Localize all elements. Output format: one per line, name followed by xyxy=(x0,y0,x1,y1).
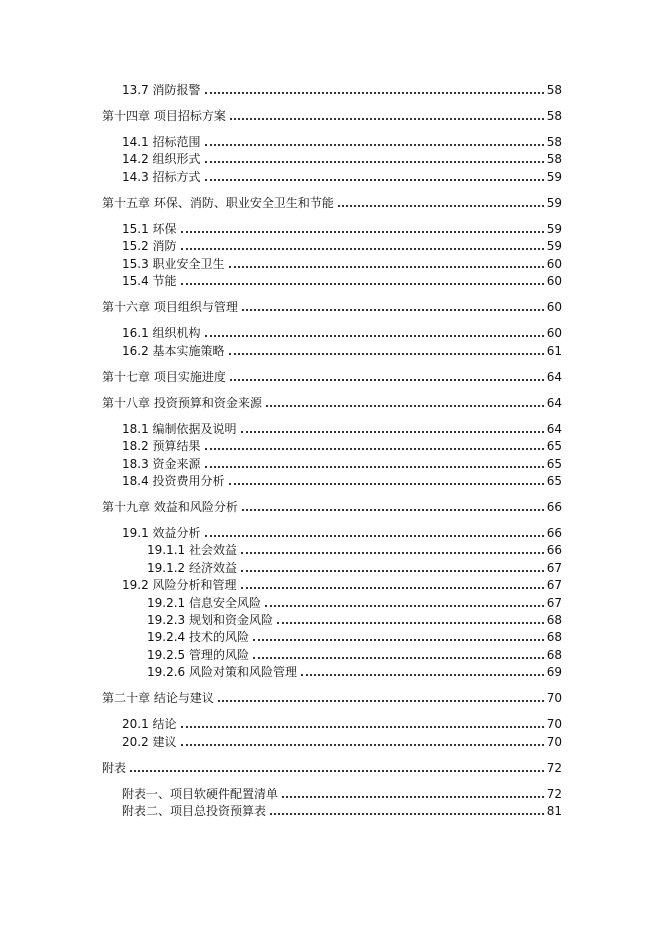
toc-entry-label: 19.2.5 管理的风险 xyxy=(147,648,249,662)
toc-entry[interactable] xyxy=(122,731,562,749)
toc-entry-label: 15.2 消防 xyxy=(122,239,177,253)
dot-leader xyxy=(205,466,544,468)
toc-entry[interactable] xyxy=(122,783,562,801)
toc-entry-label: 19.2 风险分析和管理 xyxy=(122,578,237,592)
toc-entry[interactable] xyxy=(122,270,562,288)
toc-entry-page: 67 xyxy=(546,596,562,610)
toc-entry-label: 19.2.4 技术的风险 xyxy=(147,630,249,644)
toc-entry-label: 18.2 预算结果 xyxy=(122,439,201,453)
toc-entry-page: 72 xyxy=(546,787,562,801)
toc-entry-label: 20.1 结论 xyxy=(122,717,177,731)
toc-entry[interactable] xyxy=(122,453,562,471)
dot-leader xyxy=(229,353,544,355)
toc-subentry[interactable] xyxy=(147,557,562,575)
toc-entry-page: 60 xyxy=(546,326,562,340)
dot-leader xyxy=(205,161,544,163)
toc-chapter[interactable] xyxy=(102,392,562,410)
toc-entry[interactable] xyxy=(122,253,562,271)
dot-leader xyxy=(265,605,544,607)
toc-entry-page: 60 xyxy=(546,257,562,271)
toc-entry-page: 68 xyxy=(546,613,562,627)
dot-leader xyxy=(130,770,544,772)
toc-entry-label: 附表一、项目软硬件配置清单 xyxy=(122,787,279,801)
toc-entry-page: 72 xyxy=(546,761,562,775)
toc-entry-label: 20.2 建议 xyxy=(122,735,177,749)
toc-entry-page: 58 xyxy=(546,135,562,149)
toc-entry-page: 69 xyxy=(546,665,562,679)
toc-entry[interactable] xyxy=(122,470,562,488)
toc-entry-page: 70 xyxy=(546,717,562,731)
toc-entry[interactable] xyxy=(122,713,562,731)
toc-entry-page: 65 xyxy=(546,457,562,471)
toc-entry-label: 18.4 投资费用分析 xyxy=(122,474,225,488)
toc-entry-label: 第十四章 项目招标方案 xyxy=(102,109,226,123)
toc-chapter[interactable] xyxy=(102,296,562,314)
toc-entry-label: 14.2 组织形式 xyxy=(122,152,201,166)
dot-leader xyxy=(205,179,544,181)
toc-entry-page: 67 xyxy=(546,561,562,575)
toc-entry[interactable] xyxy=(122,322,562,340)
toc-entry-label: 附表 xyxy=(102,761,127,775)
toc-entry[interactable] xyxy=(122,218,562,236)
dot-leader xyxy=(270,813,544,815)
toc-chapter[interactable] xyxy=(102,496,562,514)
toc-entry-label: 16.2 基本实施策略 xyxy=(122,344,225,358)
dot-leader xyxy=(205,92,544,94)
toc-entry-page: 70 xyxy=(546,735,562,749)
toc-entry-page: 59 xyxy=(546,170,562,184)
toc-entry-page: 81 xyxy=(546,804,562,818)
toc-subentry[interactable] xyxy=(147,592,562,610)
toc-entry-page: 66 xyxy=(546,500,562,514)
toc-subentry[interactable] xyxy=(147,539,562,557)
dot-leader xyxy=(253,657,544,659)
dot-leader xyxy=(301,674,544,676)
toc-entry[interactable] xyxy=(122,800,562,818)
toc-entry[interactable] xyxy=(122,574,562,592)
toc-subentry[interactable] xyxy=(147,626,562,644)
toc-entry-label: 16.1 组织机构 xyxy=(122,326,201,340)
toc-entry-label: 19.1.1 社会效益 xyxy=(147,543,237,557)
dot-leader xyxy=(205,535,544,537)
toc-entry-label: 第十八章 投资预算和资金来源 xyxy=(102,396,262,410)
toc-entry-label: 14.1 招标范围 xyxy=(122,135,201,149)
toc-entry-label: 15.1 环保 xyxy=(122,222,177,236)
toc-entry-page: 65 xyxy=(546,474,562,488)
dot-leader xyxy=(282,796,544,798)
toc-chapter[interactable] xyxy=(102,105,562,123)
toc-chapter[interactable] xyxy=(102,192,562,210)
toc-entry-label: 第二十章 结论与建议 xyxy=(102,691,214,705)
toc-entry-page: 68 xyxy=(546,648,562,662)
dot-leader xyxy=(205,448,544,450)
dot-leader xyxy=(181,248,544,250)
toc-entry-page: 66 xyxy=(546,543,562,557)
toc-entry-page: 59 xyxy=(546,222,562,236)
toc-entry-label: 13.7 消防报警 xyxy=(122,83,201,97)
toc-subentry[interactable] xyxy=(147,609,562,627)
toc-entry-page: 67 xyxy=(546,578,562,592)
toc-entry-label: 18.3 资金来源 xyxy=(122,457,201,471)
toc-entry-page: 64 xyxy=(546,422,562,436)
dot-leader xyxy=(277,622,544,624)
toc-chapter[interactable] xyxy=(102,757,562,775)
dot-leader xyxy=(266,405,544,407)
dot-leader xyxy=(241,431,544,433)
toc-entry-label: 19.1.2 经济效益 xyxy=(147,561,237,575)
toc-entry-label: 15.4 节能 xyxy=(122,274,177,288)
toc-entry[interactable] xyxy=(122,79,562,97)
toc-entry-page: 64 xyxy=(546,370,562,384)
toc-entry-page: 58 xyxy=(546,109,562,123)
toc-entry-label: 14.3 招标方式 xyxy=(122,170,201,184)
toc-entry-label: 19.1 效益分析 xyxy=(122,526,201,540)
dot-leader xyxy=(338,205,544,207)
toc-entry-page: 60 xyxy=(546,274,562,288)
toc-entry-label: 附表二、项目总投资预算表 xyxy=(122,804,267,818)
dot-leader xyxy=(230,118,544,120)
toc-entry-label: 18.1 编制依据及说明 xyxy=(122,422,237,436)
toc-entry-label: 19.2.3 规划和资金风险 xyxy=(147,613,273,627)
toc-entry-page: 64 xyxy=(546,396,562,410)
dot-leader xyxy=(181,231,544,233)
toc-entry-label: 19.2.1 信息安全风险 xyxy=(147,596,261,610)
toc-subentry[interactable] xyxy=(147,644,562,662)
toc-entry[interactable] xyxy=(122,435,562,453)
toc-entry-page: 61 xyxy=(546,344,562,358)
dot-leader xyxy=(242,509,544,511)
toc-entry-page: 58 xyxy=(546,83,562,97)
dot-leader xyxy=(181,726,544,728)
dot-leader xyxy=(205,144,544,146)
toc-entry-page: 58 xyxy=(546,152,562,166)
toc-chapter[interactable] xyxy=(102,366,562,384)
toc-entry-page: 60 xyxy=(546,300,562,314)
toc-entry-label: 第十五章 环保、消防、职业安全卫生和节能 xyxy=(102,196,334,210)
toc-entry-page: 59 xyxy=(546,196,562,210)
toc-entry-label: 15.3 职业安全卫生 xyxy=(122,257,225,271)
toc-entry-page: 66 xyxy=(546,526,562,540)
dot-leader xyxy=(229,266,544,268)
toc-entry-label: 19.2.6 风险对策和风险管理 xyxy=(147,665,297,679)
dot-leader xyxy=(241,570,544,572)
dot-leader xyxy=(229,483,544,485)
toc-entry[interactable] xyxy=(122,131,562,149)
toc-entry[interactable] xyxy=(122,340,562,358)
toc-entry[interactable] xyxy=(122,418,562,436)
toc-entry[interactable] xyxy=(122,148,562,166)
toc-entry-page: 59 xyxy=(546,239,562,253)
dot-leader xyxy=(181,283,544,285)
toc-entry-label: 第十六章 项目组织与管理 xyxy=(102,300,238,314)
toc-entry-page: 65 xyxy=(546,439,562,453)
toc-entry-label: 第十七章 项目实施进度 xyxy=(102,370,226,384)
dot-leader xyxy=(241,552,544,554)
dot-leader xyxy=(253,639,544,641)
toc-entry-label: 第十九章 效益和风险分析 xyxy=(102,500,238,514)
toc-entry-page: 70 xyxy=(546,691,562,705)
dot-leader xyxy=(181,744,544,746)
dot-leader xyxy=(242,309,544,311)
dot-leader xyxy=(205,335,544,337)
toc-entry[interactable] xyxy=(122,235,562,253)
toc-subentry[interactable] xyxy=(147,661,562,679)
toc-entry[interactable] xyxy=(122,166,562,184)
dot-leader xyxy=(218,700,544,702)
toc-entry[interactable] xyxy=(122,522,562,540)
toc-entry-page: 68 xyxy=(546,630,562,644)
dot-leader xyxy=(241,587,544,589)
dot-leader xyxy=(230,379,544,381)
toc-chapter[interactable] xyxy=(102,687,562,705)
